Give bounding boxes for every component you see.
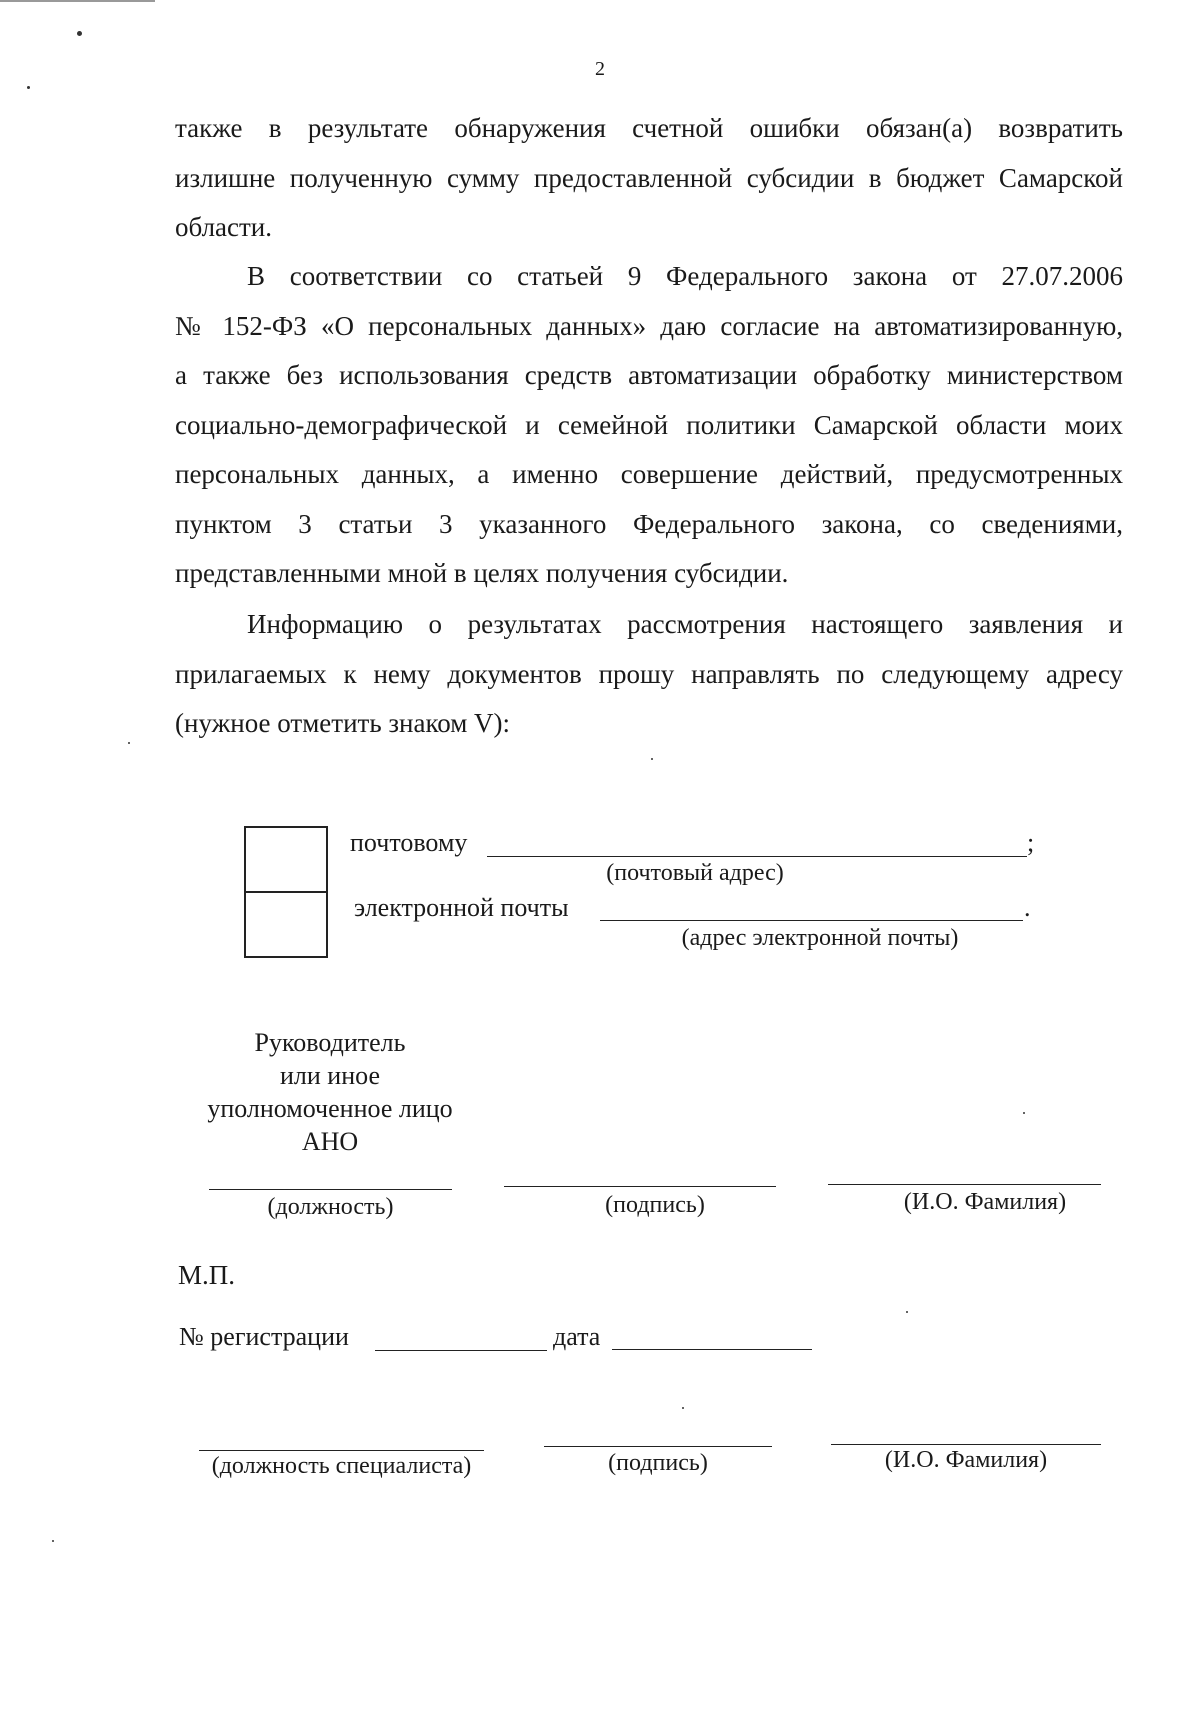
text-line: представленными мной в целях получения субсидии. xyxy=(175,558,789,588)
postal-address-caption: (почтовый адрес) xyxy=(606,860,784,886)
signer-title xyxy=(175,1026,485,1158)
paragraph-personal-data-consent xyxy=(175,252,1123,599)
signer-line: или иное xyxy=(280,1061,380,1090)
name-caption: (И.О. Фамилия) xyxy=(903,1189,1067,1215)
paragraph-delivery-method xyxy=(175,600,1123,749)
scan-speck xyxy=(1023,1112,1025,1114)
postal-label: почтовому xyxy=(350,828,468,857)
email-label: электронной почты xyxy=(354,893,569,922)
signature-caption: (подпись) xyxy=(605,1192,705,1218)
postal-end-mark: ; xyxy=(1027,828,1035,857)
paragraph-refund-obligation xyxy=(175,104,1123,253)
text-line: а также без использования средств автоматизации обработку министерством xyxy=(175,360,1123,390)
signature-field[interactable] xyxy=(504,1186,776,1187)
registration-number-label: № регистрации xyxy=(179,1322,349,1351)
specialist-name-field[interactable] xyxy=(831,1444,1101,1445)
specialist-position-caption: (должность специалиста) xyxy=(211,1453,472,1479)
signer-line: уполномоченное лицо xyxy=(207,1094,453,1123)
text-line: области. xyxy=(175,212,273,242)
scan-speck xyxy=(128,742,130,744)
text-line: также в результате обнаружения счетной ошибки обязан(а) возвратить xyxy=(175,113,1123,143)
signer-line: АНО xyxy=(301,1127,359,1156)
email-checkbox[interactable] xyxy=(244,891,328,958)
scan-speck xyxy=(682,1407,684,1409)
scan-speck xyxy=(27,86,30,89)
text-line: прилагаемых к нему документов прошу направлять по следующему адресу xyxy=(175,658,1123,689)
email-address-field[interactable] xyxy=(600,920,1023,921)
text-line: Информацию о результатах рассмотрения настоящего заявления и xyxy=(247,609,1123,639)
specialist-name-caption: (И.О. Фамилия) xyxy=(884,1447,1048,1473)
scan-speck xyxy=(77,31,82,36)
text-line: (нужное отметить знаком V): xyxy=(175,708,511,738)
position-caption: (должность) xyxy=(267,1194,394,1220)
specialist-signature-field[interactable] xyxy=(544,1446,772,1447)
name-field[interactable] xyxy=(828,1184,1101,1185)
registration-date-field[interactable] xyxy=(612,1349,812,1350)
text-line: излишне полученную сумму предоставленной субсидии в бюджет Самарской xyxy=(175,162,1123,193)
postal-address-field[interactable] xyxy=(487,856,1027,857)
email-address-caption: (адрес электронной почты) xyxy=(681,925,959,951)
text-line: В соответствии со статьей 9 Федерального закона от 27.07.2006 xyxy=(247,261,1123,291)
registration-number-field[interactable] xyxy=(375,1350,547,1351)
text-line: социально-демографической и семейной политики Самарской области моих xyxy=(175,409,1123,440)
page-number: 2 xyxy=(595,58,605,80)
scan-speck xyxy=(906,1311,908,1313)
email-end-mark: . xyxy=(1024,893,1031,922)
stamp-place-label: М.П. xyxy=(178,1260,236,1290)
scan-speck xyxy=(651,758,653,760)
text-line: персональных данных, а именно совершение действий, предусмотренных xyxy=(175,459,1123,489)
text-line: № 152-ФЗ «О персональных данных» даю согласие на автоматизированную, xyxy=(175,310,1123,341)
scan-edge xyxy=(0,0,155,2)
scan-speck xyxy=(52,1540,54,1542)
text-line: пунктом 3 статьи 3 указанного Федерального закона, со сведениями, xyxy=(175,508,1123,539)
postal-checkbox[interactable] xyxy=(244,826,328,893)
registration-date-label: дата xyxy=(553,1322,601,1351)
signer-line: Руководитель xyxy=(254,1028,406,1057)
specialist-position-field[interactable] xyxy=(199,1450,484,1451)
position-field[interactable] xyxy=(209,1189,452,1190)
specialist-signature-caption: (подпись) xyxy=(608,1450,708,1476)
